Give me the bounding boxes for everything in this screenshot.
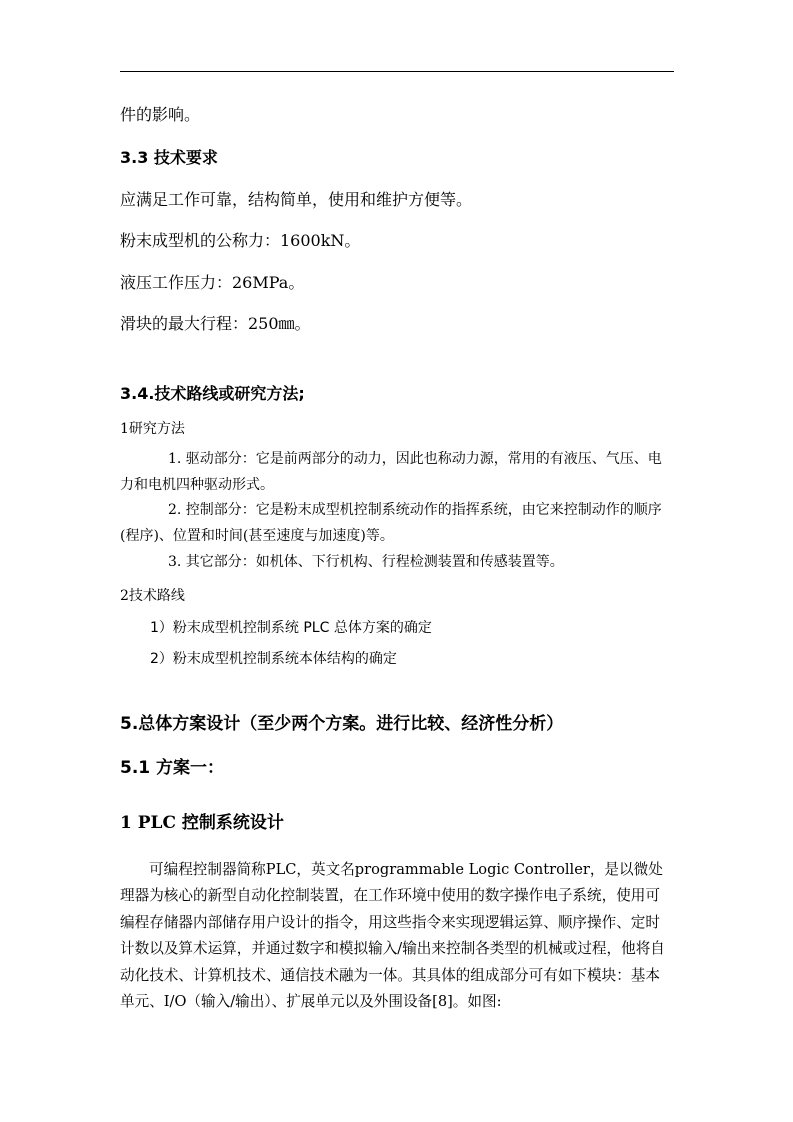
method-item-2: 2. 控制部分：它是粉末成型机控制系统动作的指挥系统，由它来控制动作的顺序(程序)、位置和时间(甚至速度与加速度)等。	[120, 502, 662, 544]
method-item-1: 1. 驱动部分：它是前两部分的动力，因此也称动力源，常用的有液压、气压、电力和电机四种驱动形式。	[120, 451, 662, 493]
continued-text: 件的影响。	[120, 105, 201, 124]
route-title: 2技术路线	[120, 588, 185, 604]
method-item-3: 3. 其它部分：如机体、下行机构、行程检测装置和传感装置等。	[168, 554, 564, 570]
route-item-1: 1）粉末成型机控制系统 PLC 总体方案的确定	[150, 620, 432, 636]
route-item-2: 2）粉末成型机控制系统本体结构的确定	[150, 651, 397, 667]
method-title: 1研究方法	[120, 421, 185, 437]
requirement-line-4: 滑块的最大行程：250㎜。	[120, 314, 311, 333]
requirement-line-3: 液压工作压力：26MPa。	[120, 273, 305, 292]
section-5-1-heading: 5.1 方案一：	[120, 758, 225, 778]
section-3-4-heading: 3.4.技术路线或研究方法;	[120, 384, 305, 403]
plc-heading: 1 PLC 控制系统设计	[120, 813, 284, 833]
header-rule	[120, 71, 674, 72]
section-3-3-heading: 3.3 技术要求	[120, 148, 218, 167]
requirement-line-1: 应满足工作可靠，结构简单，使用和维护方便等。	[120, 190, 473, 209]
section-5-heading: 5.总体方案设计（至少两个方案。进行比较、经济性分析）	[120, 714, 564, 734]
requirement-line-2: 粉末成型机的公称力：1600kN。	[120, 231, 361, 250]
plc-paragraph: 可编程控制器简称PLC，英文名programmable Logic Controller，是以微处理器为核心的新型自动化控制装置，在工作环境中使用的数字操作电子系统，使用可编程存储器内部储存用户设计的指令，用这些指令来实现逻辑运算、顺序操作、定时计数以及算术运算，并通过数字和模拟输入/输出来控制各类型的机械或过程，他将自动化技术、计算机技术、通信技术融为一体。其具体的组成部分可有如下模块：基本单元、I/O（输入/输出）、扩展单元以及外围设备[8]。如图:	[120, 861, 665, 1011]
